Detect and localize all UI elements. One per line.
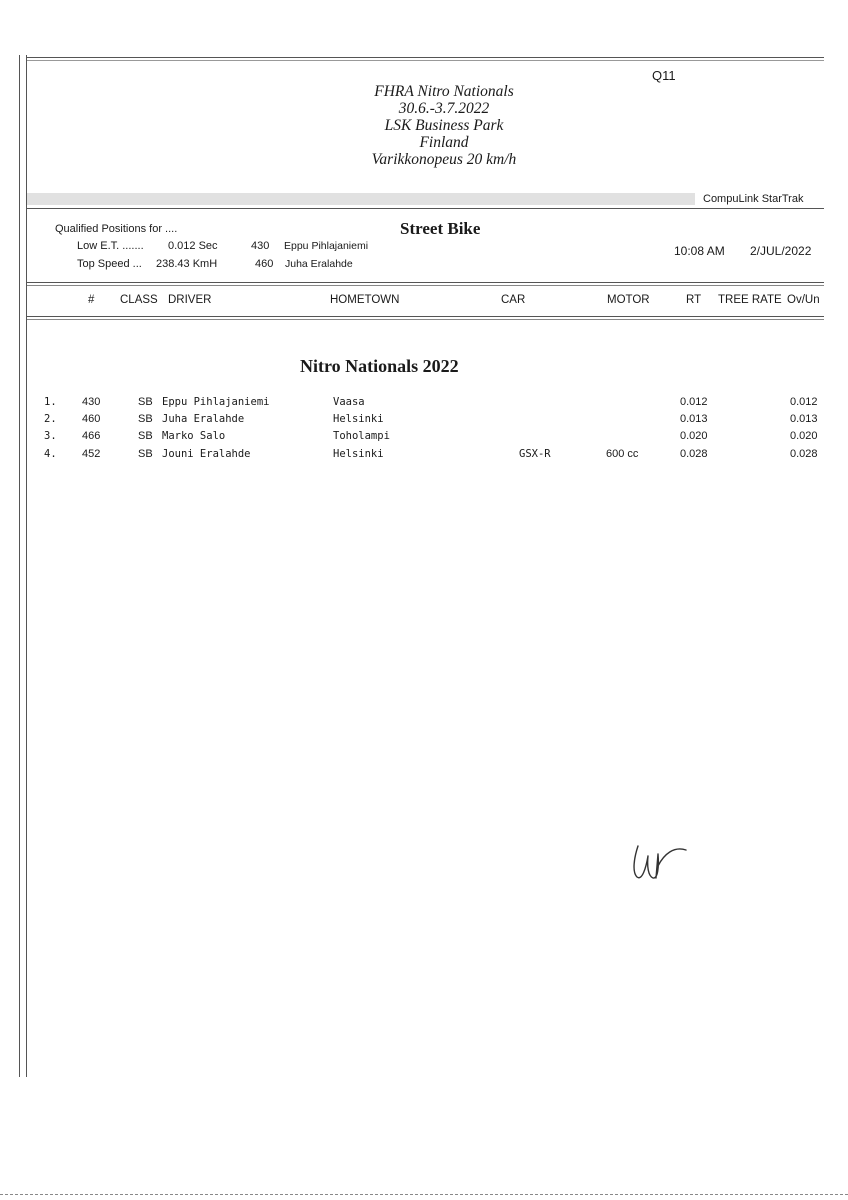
class-code: SB: [138, 396, 153, 408]
hometown: Vaasa: [333, 396, 365, 408]
dotted-band: [27, 193, 695, 205]
entry-number: 460: [82, 413, 101, 425]
low-et-label: Low E.T. .......: [77, 240, 144, 252]
driver-name: Eppu Pihlajaniemi: [162, 396, 270, 408]
table-row: [0, 396, 848, 413]
top-speed-driver: Juha Eralahde: [285, 258, 353, 270]
column-header-hometown: HOMETOWN: [330, 294, 400, 306]
frame-line-left-outer: [19, 55, 20, 1077]
hometown: Helsinki: [333, 448, 384, 460]
column-header-class: CLASS: [120, 294, 158, 306]
column-header-rt: RT: [686, 294, 702, 306]
separator-line: [27, 208, 824, 209]
table-row: [0, 448, 848, 465]
signature: [628, 832, 692, 888]
column-header-motor: MOTOR: [607, 294, 650, 306]
driver-name: Jouni Eralahde: [162, 448, 251, 460]
column-header-car: CAR: [501, 294, 526, 306]
event-venue: LSK Business Park: [384, 117, 504, 134]
low-et-number: 430: [251, 240, 270, 252]
report-time: 10:08 AM: [674, 244, 725, 258]
separator-line: [27, 285, 824, 286]
top-speed-number: 460: [255, 258, 274, 270]
separator-line: [27, 316, 824, 317]
brand-label: CompuLink StarTrak: [703, 193, 804, 205]
separator-line: [27, 282, 824, 283]
class-title: Street Bike: [400, 219, 481, 238]
low-et-driver: Eppu Pihlajaniemi: [284, 240, 369, 252]
table-row: [0, 430, 848, 447]
event-country: Finland: [419, 134, 469, 151]
column-header-number: #: [88, 294, 95, 306]
hometown: Helsinki: [333, 413, 384, 425]
low-et-value: 0.012 Sec: [168, 240, 218, 252]
table-row: [0, 413, 848, 430]
over-under: 0.013: [790, 413, 818, 425]
event-pit-speed: Varikkonopeus 20 km/h: [371, 151, 517, 168]
column-header-driver: DRIVER: [168, 294, 212, 306]
over-under: 0.012: [790, 396, 818, 408]
position: 4.: [44, 448, 57, 460]
bottom-perforation: [0, 1194, 848, 1195]
event-name: FHRA Nitro Nationals: [374, 83, 514, 100]
event-dates: 30.6.-3.7.2022: [398, 100, 490, 117]
hometown: Toholampi: [333, 430, 390, 442]
top-speed-label: Top Speed ...: [77, 258, 142, 270]
over-under: 0.020: [790, 430, 818, 442]
entry-number: 430: [82, 396, 101, 408]
column-header-tree-rate: TREE RATE: [718, 294, 782, 306]
motor: 600 cc: [606, 448, 639, 460]
over-under: 0.028: [790, 448, 818, 460]
event-header: [320, 83, 568, 168]
reaction-time: 0.012: [680, 396, 708, 408]
position: 2.: [44, 413, 57, 425]
entry-number: 466: [82, 430, 101, 442]
column-header-ov-un: Ov/Un: [787, 294, 820, 306]
class-code: SB: [138, 448, 153, 460]
car: GSX-R: [519, 448, 551, 460]
top-speed-value: 238.43 KmH: [156, 258, 218, 270]
position: 1.: [44, 396, 57, 408]
qualified-title: Qualified Positions for ....: [55, 223, 178, 235]
reaction-time: 0.020: [680, 430, 708, 442]
driver-name: Marko Salo: [162, 430, 226, 442]
frame-line-top-secondary: [27, 60, 824, 61]
class-code: SB: [138, 413, 153, 425]
frame-line-top: [27, 57, 824, 58]
separator-line: [27, 319, 824, 320]
entry-number: 452: [82, 448, 101, 460]
reaction-time: 0.013: [680, 413, 708, 425]
driver-name: Juha Eralahde: [162, 413, 245, 425]
round-code: Q11: [652, 68, 676, 83]
reaction-time: 0.028: [680, 448, 708, 460]
results-title: Nitro Nationals 2022: [300, 356, 459, 376]
class-code: SB: [138, 430, 153, 442]
position: 3.: [44, 430, 57, 442]
report-date: 2/JUL/2022: [750, 244, 812, 258]
